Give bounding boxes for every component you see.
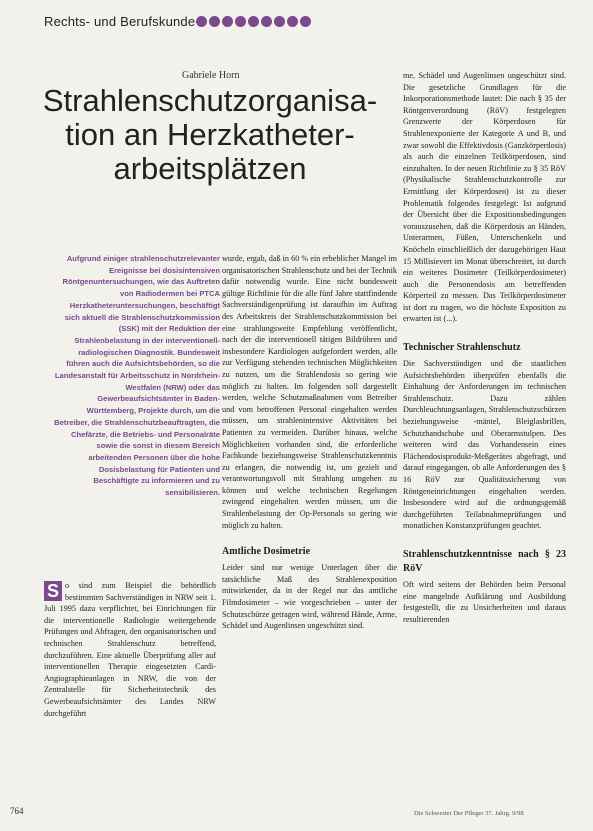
page-number: 764: [10, 806, 24, 816]
decorative-dot: [209, 16, 220, 27]
article-abstract: Aufgrund einiger strahlenschutzrelevanter Ereignisse bei dosisintensiven Röntgenuntersuchungen, wie das Auftreten von Radiodermen bei PTCA Herzkatheteruntersuchungen, beschäftigt sich aktuell die Strahlenschutzkommission (SSK) mit der Reduktion der Strahlenbelastung in der interventionell-radiologischen Diagnostik. Bundesweit führen auch die Aufsichtsbehörden, so die Landesanstalt für Arbeitsschutz in Nordrhein-Westfalen (NRW) oder das Gewerbeaufsichtsämter in Baden-Württemberg, Projekte durch, um die Betreiber, die Strahlenschutzbeauftragten, die Chefärzte, die Betriebs- und Personalräte sowie die sonst in diesem Bereich arbeitenden Personen über die hohe Dosisbelastung für Patienten und Beschäftigte zu informieren und zu sensibilisieren.: [54, 254, 220, 498]
body-text: Leider sind nur wenige Unterlagen über die tatsächliche Maß des Strahlenexposition mitwirkender, da in der Regel nur das amtliche Filmdosimeter – wie vorgeschrieben – unter der Schutzschürze getragen wird, während Hände, Arme, Schädel und Augenlinsen ungeschützt sind.: [222, 563, 397, 631]
decorative-dot: [287, 16, 298, 27]
decorative-dot: [274, 16, 285, 27]
section-label: Rechts- und Berufskunde: [44, 14, 196, 29]
section-dots: [196, 16, 311, 27]
drop-cap: S: [44, 581, 62, 601]
author-name: Gabriele Horn: [182, 70, 240, 81]
body-text: Die Sachverständigen und die staatlichen Aufsichtsbehörden überprüfen ebenfalls die Einhaltung der Anforderungen im technischen Strahlenschutz. Dazu zählen Durchleuchtungsanlagen, Strahlenschutzschürzen beziehungsweise -mäntel, Bleiglasbrillen, Schutzhandschuhe und Oberarmstulpen. Des weiteren wird das Vorhandensein eines Flächendosisprodukt-Meßgerätes abgefragt, und darauf eingegangen, ob alle Anforderungen des § 16 RöV zur Qualitätssicherung von Röntgeneinrichtungen eingehalten werden. Insbesondere wird auf die ordnungsgemäß durchgeführten Teilabnahmeprüfungen und monatlichen Konstanzprüfungen geachtet.: [403, 359, 566, 531]
body-text: wurde, ergab, daß in 60 % ein erheblicher Mangel im organisatorischen Strahlenschutz und bei der Technik dafür notwendig wurde. Eine nicht bundesweit gültige Richtlinie für die alle fünf Jahre stattfindende Sachverständigenprüfung ist daraufhin im Auftrag des Arbeitskreis der Strahlenschutzkommission bei eine strahlungsweite Empfehlung veröffentlicht, nach der die interventionell tätigen Bildröhren und insbesondere Kardiologen aufgefordert werden, alle zur Verfügung stehenden technischen Möglichkeiten zu nutzen, um die Strahlendosis so gering wie möglich zu halten. Im folgenden soll dargestellt werden, welche Schutzmaßnahmen vom Betreiber und vom betroffenen Personal eingehalten werden müssen, um strahlenintensive Aktivitäten bei Patienten zu vermeiden. Darüber hinaus, welche Möglichkeiten vorhanden sind, die erforderliche Fachkunde beziehungsweise Strahlenschutzkenntnis zu erlangen, die notwendig ist, um gezielt und verantwortungsvoll mit Strahlung umgehen zu können und welche technischen Regelungen zwingend eingehalten werden müssen, um die Strahlenbelastung der Op-Personals so gering wie möglich zu halten.: [222, 254, 397, 530]
subheading: Strahlenschutzkenntnisse nach § 23 RöV: [403, 548, 566, 574]
body-text: Oft wird seitens der Behörden beim Personal eine mangelnde Aufklärung und Ausbildung festgestellt, die zu Unsicherheiten und daraus resultierenden: [403, 579, 566, 624]
title-line: Strahlenschutzorganisa-: [42, 83, 378, 118]
subheading: Technischer Strahlenschutz: [403, 342, 521, 354]
right-column: [403, 70, 566, 625]
decorative-dot: [235, 16, 246, 27]
subheading: Amtliche Dosimetrie: [222, 546, 311, 558]
article-title: [40, 84, 380, 186]
left-column: [44, 580, 216, 719]
body-text: me, Schädel und Augenlinsen ungeschützt sind. Die gesetzliche Grundlagen für die Inkorporationsmethode lautet: Die nach § 35 der Röntgenverordnung (RöV) festgelegten Grenzwerte der Körperdosen für Strahlenexponierte der Kategorie A und B, und zwar sowohl die Effektivdosis (Ganzkörperdosis) als auch die einzelnen Teilkörperdosen, sind einzuhalten. In der neuen Richtlinie zu § 35 RöV (Physikalische Strahlenschutzkontrolle zur Ermittlung der Körperdosen) ist zu dieser Problematik folgendes festgelegt: Ist aufgrund der Übersicht über die Expositionsbedingungen vorauszusehen, daß die Körperdosis an Händen, Unterarmen, Füßen, Unterschenkeln und Knöcheln einschließlich der dazugehörigen Haut 15 Millisievert im Monat überschreitet, ist durch ein weiteres Dosimeter (Teilkörperdosimeter) auch die Personendosis am betreffenden Körperteil zu messen. Das Teilkörperdosimeter ist dort zu tragen, wo die höchste Exposition zu erwarten ist (...).: [403, 71, 566, 324]
decorative-dot: [300, 16, 311, 27]
middle-column: [222, 253, 397, 632]
decorative-dot: [196, 16, 207, 27]
footer-source: Die Schwester Der Pfleger 37. Jahrg. 9/98: [414, 810, 524, 817]
body-text: o sind zum Beispiel die behördlich bestimmten Sachverständigen in NRW seit 1. Juli 1995 dazu verpflichtet, bei Einrichtungen für die interventionelle Radiologie weitergehende Prüfungen und Abfragen, den organisatorischen und technischen Strahlenschutz betreffend, durchzuführen. Eine aktuelle Überprüfung aller auf interventionellen Therapie eingesetzten Cardi-Angiographieanlagen in NRW, die von der Zentralstelle für Sicherheitstechnik des Gewerbeaufsichtsämter des Landes NRW durchgeführt: [44, 581, 216, 718]
decorative-dot: [261, 16, 272, 27]
title-line: tion an Herzkatheter-: [65, 117, 355, 152]
decorative-dot: [222, 16, 233, 27]
title-line: arbeitsplätzen: [113, 151, 307, 186]
decorative-dot: [248, 16, 259, 27]
